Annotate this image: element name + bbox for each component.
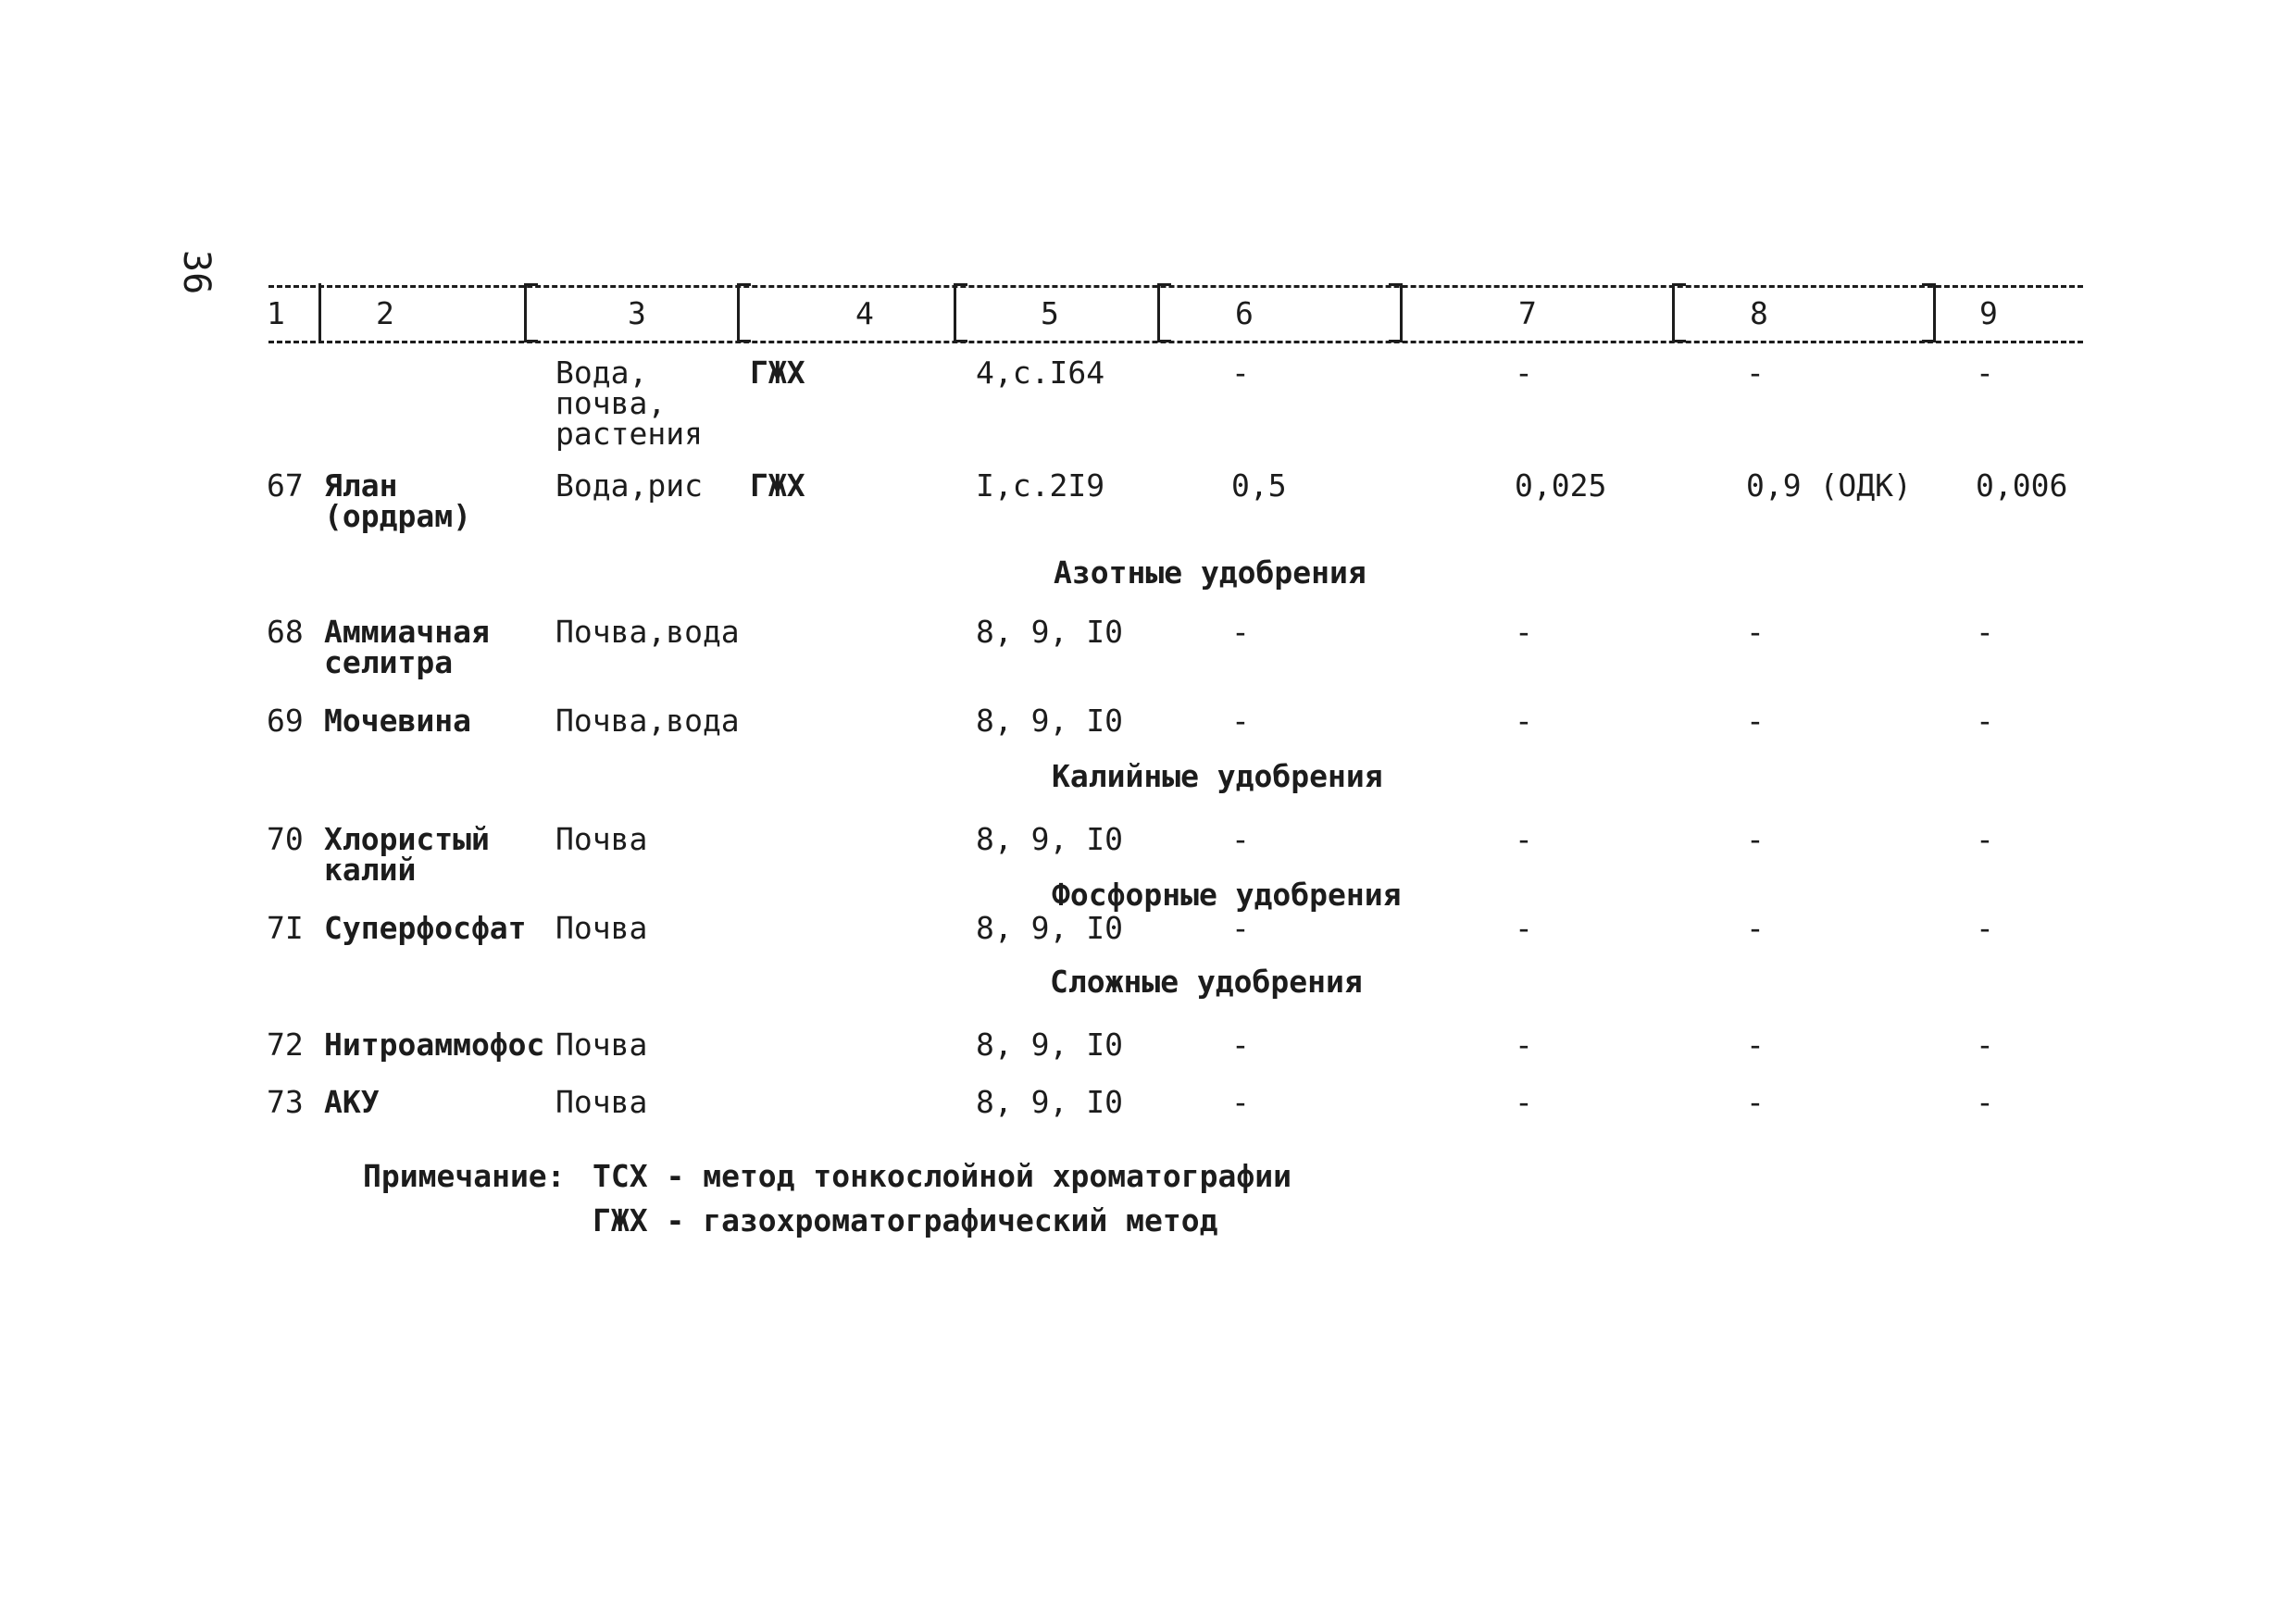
cell-col9: - xyxy=(1976,910,1994,946)
header-separator xyxy=(1922,283,1936,342)
cell-col7: - xyxy=(1515,614,1533,650)
section-heading: Азотные удобрения xyxy=(1054,554,1366,591)
cell-ref: 8, 9, I0 xyxy=(976,821,1123,857)
cell-col8: - xyxy=(1746,910,1765,946)
note-line: ГЖХ - газохроматографический метод xyxy=(593,1202,1218,1238)
cell-medium: Почва xyxy=(555,821,648,857)
cell-medium: Почва,вода xyxy=(555,703,740,739)
cell-col7: - xyxy=(1515,1084,1533,1120)
cell-col6: - xyxy=(1231,1027,1250,1063)
cell-num: 67 xyxy=(267,467,304,504)
cell-num: 7I xyxy=(267,910,304,946)
header-separator xyxy=(318,283,321,342)
header-separator xyxy=(954,283,967,342)
cell-col8: - xyxy=(1746,703,1765,739)
cell-col8: - xyxy=(1746,1027,1765,1063)
cell-col6: - xyxy=(1231,703,1250,739)
cell-col7: - xyxy=(1515,821,1533,857)
cell-method: ГЖХ xyxy=(750,355,805,391)
cell-name: Аммиачная селитра xyxy=(324,614,490,680)
cell-col6: - xyxy=(1231,910,1250,946)
header-col-5: 5 xyxy=(1041,295,1059,331)
cell-num: 70 xyxy=(267,821,304,857)
header-col-9: 9 xyxy=(1979,295,1998,331)
header-bottom-rule xyxy=(268,341,2083,343)
header-separator xyxy=(1157,283,1171,342)
cell-medium: Вода, почва, растения xyxy=(555,355,703,452)
note-label: Примечание: xyxy=(363,1158,566,1194)
cell-col9: - xyxy=(1976,1084,1994,1120)
cell-col7: - xyxy=(1515,910,1533,946)
cell-col9: 0,006 xyxy=(1976,467,2068,504)
cell-num: 68 xyxy=(267,614,304,650)
cell-col6: - xyxy=(1231,614,1250,650)
cell-name: Суперфосфат xyxy=(324,910,527,946)
header-col-2: 2 xyxy=(376,295,394,331)
cell-col8: 0,9 (ОДК) xyxy=(1746,467,1912,504)
page-number: 36 xyxy=(175,250,218,295)
cell-col9: - xyxy=(1976,614,1994,650)
note-line: ТСХ - метод тонкослойной хроматографии xyxy=(593,1158,1292,1194)
cell-col8: - xyxy=(1746,614,1765,650)
header-separator xyxy=(737,283,751,342)
cell-num: 72 xyxy=(267,1027,304,1063)
header-separator xyxy=(524,283,538,342)
header-col-3: 3 xyxy=(628,295,646,331)
cell-col7: - xyxy=(1515,703,1533,739)
header-separator xyxy=(1672,283,1686,342)
cell-col6: 0,5 xyxy=(1231,467,1287,504)
cell-col6: - xyxy=(1231,1084,1250,1120)
cell-col9: - xyxy=(1976,821,1994,857)
header-col-6: 6 xyxy=(1235,295,1254,331)
cell-ref: 8, 9, I0 xyxy=(976,614,1123,650)
cell-ref: 8, 9, I0 xyxy=(976,703,1123,739)
cell-ref: 8, 9, I0 xyxy=(976,1084,1123,1120)
cell-medium: Почва,вода xyxy=(555,614,740,650)
header-col-7: 7 xyxy=(1518,295,1537,331)
section-heading: Сложные удобрения xyxy=(1050,964,1363,1000)
cell-col7: - xyxy=(1515,1027,1533,1063)
cell-ref: 4,с.I64 xyxy=(976,355,1105,391)
cell-col6: - xyxy=(1231,821,1250,857)
header-top-rule xyxy=(268,285,2083,288)
cell-col9: - xyxy=(1976,1027,1994,1063)
header-col-1: 1 xyxy=(267,295,285,331)
cell-name: Нитроаммофос xyxy=(324,1027,545,1063)
cell-ref: 8, 9, I0 xyxy=(976,910,1123,946)
header-separator xyxy=(1389,283,1403,342)
header-col-4: 4 xyxy=(855,295,874,331)
cell-col9: - xyxy=(1976,703,1994,739)
cell-col7: - xyxy=(1515,355,1533,391)
cell-name: Мочевина xyxy=(324,703,471,739)
section-heading: Калийные удобрения xyxy=(1052,758,1383,794)
cell-col7: 0,025 xyxy=(1515,467,1607,504)
cell-col8: - xyxy=(1746,821,1765,857)
cell-medium: Почва xyxy=(555,910,648,946)
cell-ref: I,с.2I9 xyxy=(976,467,1105,504)
cell-name: Ялан (ордрам) xyxy=(324,467,471,534)
section-heading: Фосфорные удобрения xyxy=(1052,877,1402,913)
cell-name: АКУ xyxy=(324,1084,380,1120)
cell-medium: Вода,рис xyxy=(555,467,703,504)
cell-name: Хлористый калий xyxy=(324,821,490,888)
cell-num: 69 xyxy=(267,703,304,739)
cell-col8: - xyxy=(1746,1084,1765,1120)
cell-col9: - xyxy=(1976,355,1994,391)
cell-col8: - xyxy=(1746,355,1765,391)
cell-num: 73 xyxy=(267,1084,304,1120)
cell-medium: Почва xyxy=(555,1027,648,1063)
header-col-8: 8 xyxy=(1750,295,1768,331)
cell-method: ГЖХ xyxy=(750,467,805,504)
cell-col6: - xyxy=(1231,355,1250,391)
cell-medium: Почва xyxy=(555,1084,648,1120)
cell-ref: 8, 9, I0 xyxy=(976,1027,1123,1063)
